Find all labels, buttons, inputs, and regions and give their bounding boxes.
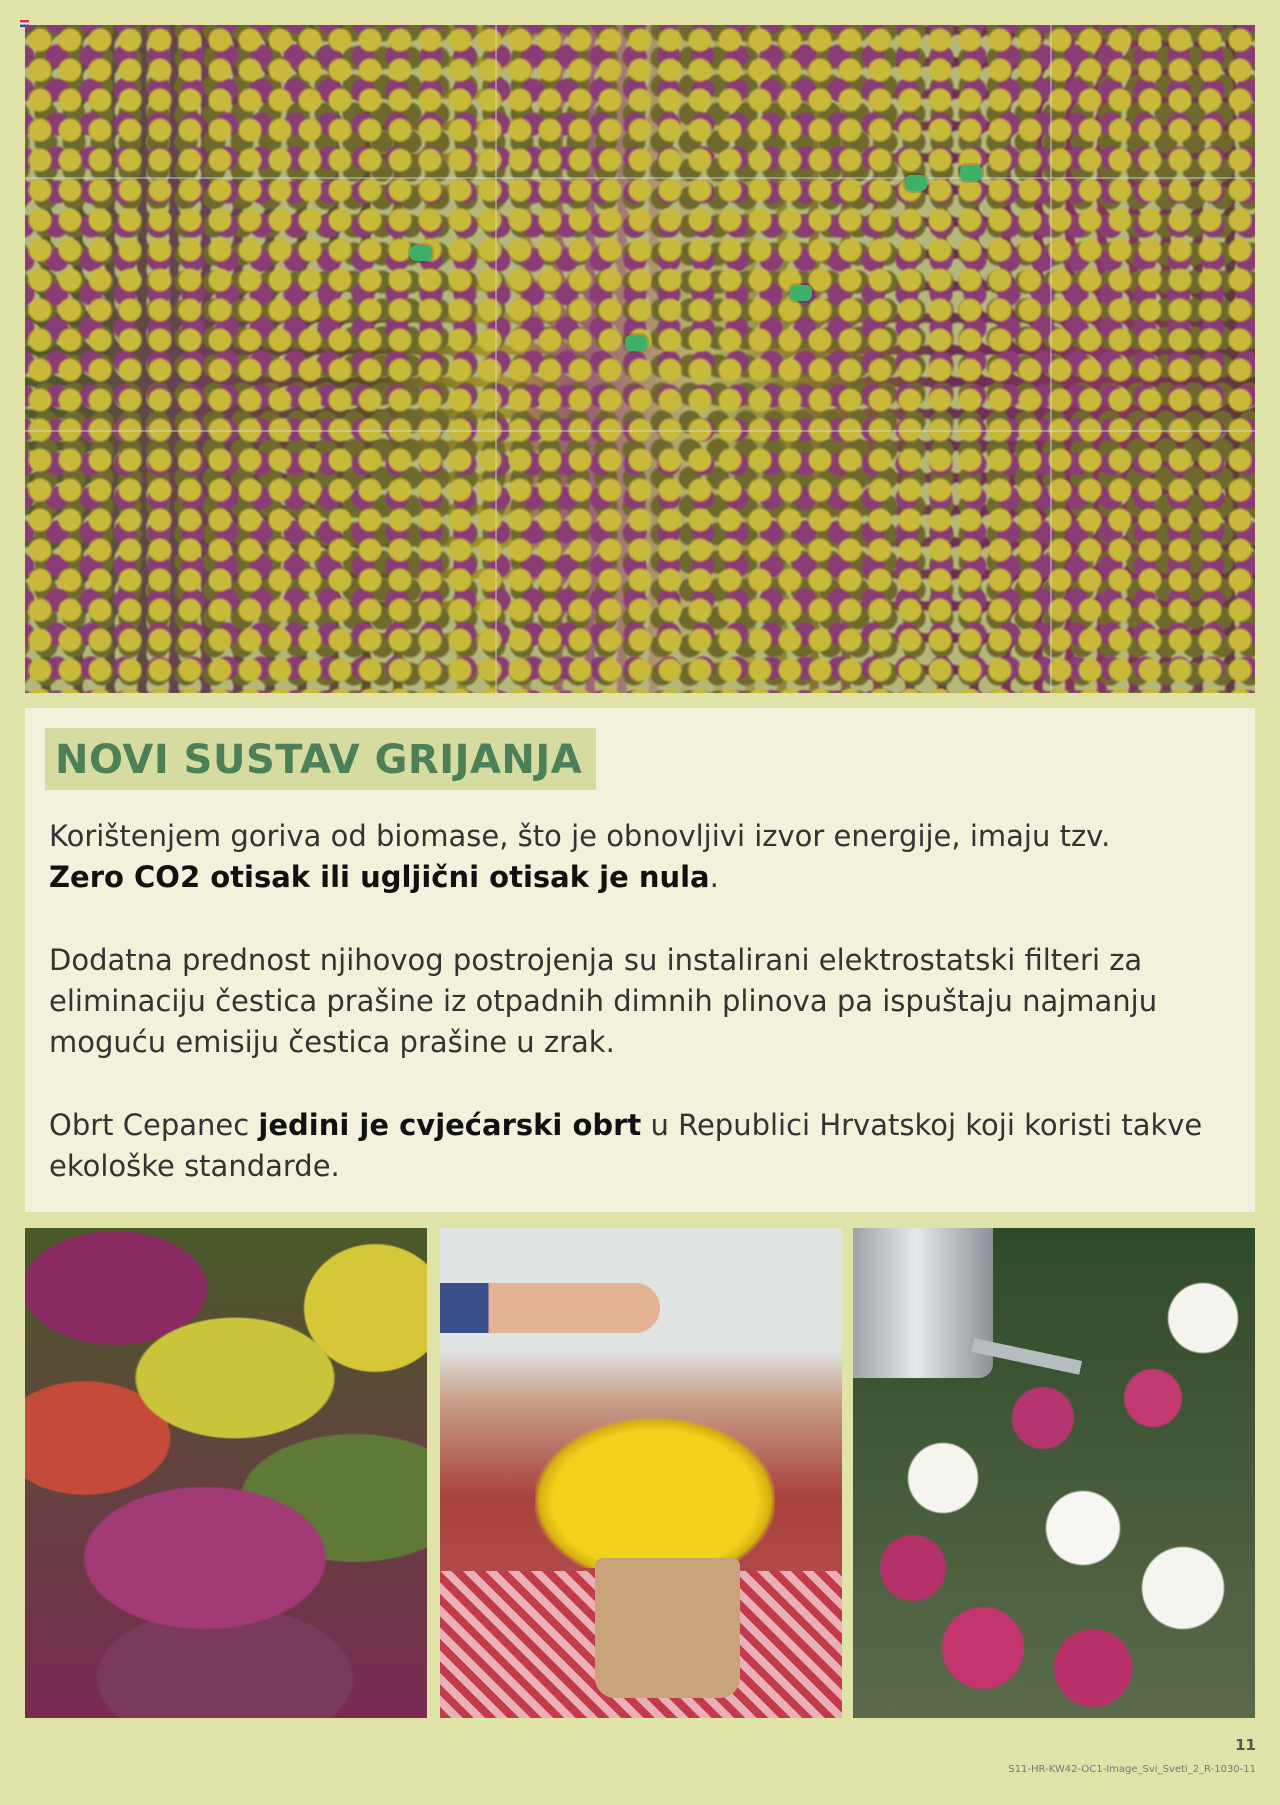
watering-can-icon <box>853 1228 993 1378</box>
paragraph-standards-start: Obrt Cepanec <box>49 1108 259 1142</box>
worker-figure <box>905 175 927 191</box>
paragraph-biomass-text: Korištenjem goriva od biomase, što je obnovljivi izvor energije, imaju tzv. <box>49 819 1111 853</box>
paragraph-filters: Dodatna prednost njihovog postrojenja su instalirani elektrostatski filteri za eliminaciju čestica prašine iz otpadnih dimnih plinova pa ispuštaju najmanju moguću emisiju čestica prašine u zrak. <box>49 943 1158 1059</box>
worker-figure <box>960 165 982 181</box>
photo-hand-yellow-flowers-pot <box>440 1228 842 1718</box>
worker-figure <box>410 245 432 261</box>
article-panel <box>25 708 1255 1212</box>
photo-watering-can-flowers <box>853 1228 1255 1718</box>
paragraph-biomass-end: . <box>709 860 719 894</box>
paragraph-standards <box>49 1105 1225 1187</box>
arm-shape <box>440 1283 660 1333</box>
page-number: 11 <box>1235 1736 1256 1754</box>
greenhouse-line <box>495 25 497 693</box>
paragraph-standards-end: u Republici Hrvatskoj koji koristi takve ekološke standarde. <box>49 1108 1203 1183</box>
paragraph-biomass-bold: Zero CO2 otisak ili ugljični otisak je nula <box>49 860 710 894</box>
title-highlight <box>45 728 596 790</box>
paragraph-biomass <box>49 816 1225 898</box>
article-title: NOVI SUSTAV GRIJANJA <box>55 737 583 783</box>
document-code: S11-HR-KW42-OC1-Image_Svi_Sveti_2_R-1030-11 <box>1008 1764 1256 1775</box>
paragraph-standards-bold: jedini je cvjećarski obrt <box>258 1108 642 1142</box>
greenhouse-line <box>25 177 1255 179</box>
worker-figure <box>625 335 647 351</box>
greenhouse-line <box>1050 25 1052 693</box>
hero-aerial-photo-chrysanthemum-field <box>25 25 1255 693</box>
photo-chrysanthemum-bushes <box>25 1228 427 1718</box>
greenhouse-line <box>25 430 1255 432</box>
worker-figure <box>790 285 812 301</box>
yellow-flowers-shape <box>535 1418 775 1568</box>
burlap-pot-shape <box>595 1558 740 1698</box>
